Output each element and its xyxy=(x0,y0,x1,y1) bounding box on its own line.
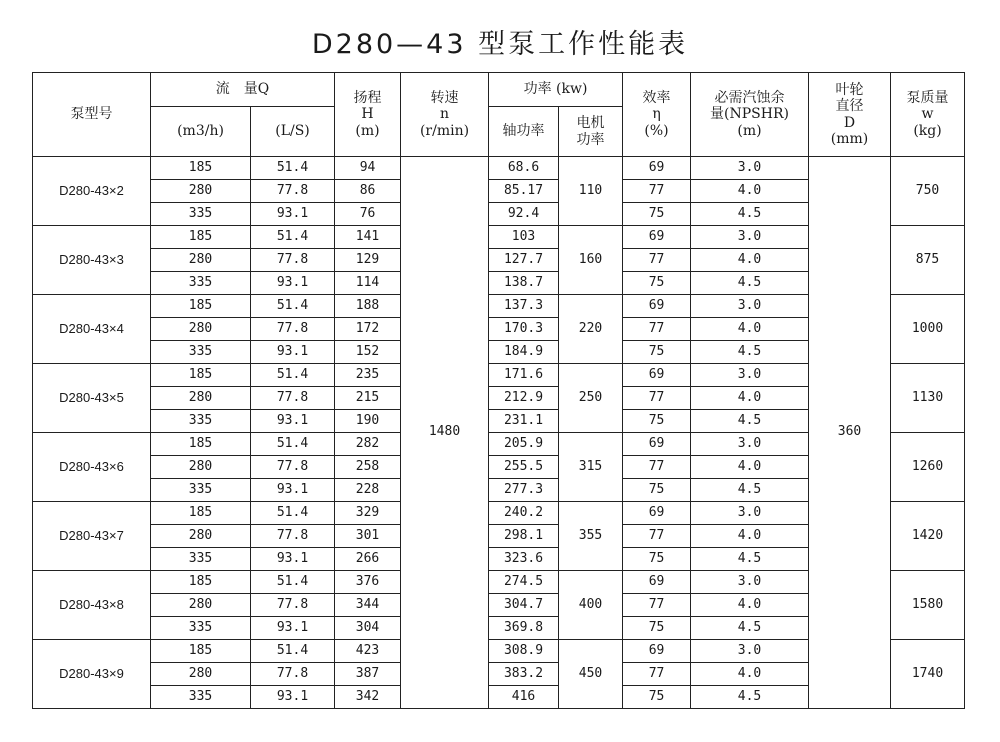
cell-mass: 875 xyxy=(891,226,965,295)
cell-flow-ls: 77.8 xyxy=(251,180,335,203)
header-power: 功率 (kw) xyxy=(489,73,623,107)
cell-shaft-power: 298.1 xyxy=(489,525,559,548)
cell-efficiency: 77 xyxy=(623,180,691,203)
cell-flow-m3h: 335 xyxy=(151,686,251,709)
cell-flow-m3h: 185 xyxy=(151,157,251,180)
cell-flow-ls: 77.8 xyxy=(251,249,335,272)
header-mass-symbol: w xyxy=(921,106,934,123)
cell-head: 266 xyxy=(335,548,401,571)
cell-npshr: 4.5 xyxy=(691,617,809,640)
cell-flow-m3h: 280 xyxy=(151,318,251,341)
cell-flow-ls: 51.4 xyxy=(251,433,335,456)
cell-model: D280-43×6 xyxy=(33,433,151,502)
header-npsh-line1: 必需汽蚀余 xyxy=(714,90,785,107)
header-flow-ls: (L/S) xyxy=(251,107,335,157)
header-mass-label: 泵质量 xyxy=(906,90,949,107)
cell-flow-m3h: 185 xyxy=(151,640,251,663)
cell-npshr: 4.5 xyxy=(691,203,809,226)
cell-flow-m3h: 280 xyxy=(151,180,251,203)
cell-efficiency: 75 xyxy=(623,341,691,364)
cell-motor-power: 400 xyxy=(559,571,623,640)
cell-flow-ls: 77.8 xyxy=(251,663,335,686)
cell-shaft-power: 240.2 xyxy=(489,502,559,525)
cell-motor-power: 450 xyxy=(559,640,623,709)
cell-model: D280-43×3 xyxy=(33,226,151,295)
header-flow-m3h: (m3/h) xyxy=(151,107,251,157)
cell-head: 94 xyxy=(335,157,401,180)
header-speed-unit: (r/min) xyxy=(419,122,470,139)
cell-efficiency: 69 xyxy=(623,433,691,456)
cell-flow-m3h: 280 xyxy=(151,594,251,617)
cell-head: 129 xyxy=(335,249,401,272)
cell-speed: 1480 xyxy=(401,157,489,709)
cell-npshr: 4.0 xyxy=(691,663,809,686)
cell-flow-ls: 51.4 xyxy=(251,295,335,318)
cell-model: D280-43×8 xyxy=(33,571,151,640)
cell-npshr: 3.0 xyxy=(691,226,809,249)
cell-shaft-power: 308.9 xyxy=(489,640,559,663)
table-row xyxy=(33,157,965,180)
header-imp-unit: (mm) xyxy=(830,130,869,147)
cell-npshr: 4.5 xyxy=(691,410,809,433)
cell-motor-power: 250 xyxy=(559,364,623,433)
cell-npshr: 3.0 xyxy=(691,640,809,663)
cell-shaft-power: 212.9 xyxy=(489,387,559,410)
cell-flow-m3h: 185 xyxy=(151,433,251,456)
cell-flow-ls: 51.4 xyxy=(251,226,335,249)
cell-efficiency: 77 xyxy=(623,663,691,686)
cell-head: 188 xyxy=(335,295,401,318)
header-motor-line2: 功率 xyxy=(576,131,605,148)
cell-npshr: 3.0 xyxy=(691,157,809,180)
cell-flow-ls: 93.1 xyxy=(251,617,335,640)
cell-shaft-power: 68.6 xyxy=(489,157,559,180)
cell-impeller-diameter: 360 xyxy=(809,157,891,709)
cell-npshr: 3.0 xyxy=(691,295,809,318)
cell-flow-ls: 51.4 xyxy=(251,640,335,663)
header-head-symbol: H xyxy=(361,106,374,123)
cell-flow-m3h: 185 xyxy=(151,364,251,387)
cell-flow-m3h: 335 xyxy=(151,479,251,502)
cell-flow-ls: 93.1 xyxy=(251,272,335,295)
header-flow: 流 量Q xyxy=(151,73,335,107)
cell-motor-power: 220 xyxy=(559,295,623,364)
cell-flow-ls: 51.4 xyxy=(251,571,335,594)
cell-efficiency: 75 xyxy=(623,410,691,433)
header-shaft-power: 轴功率 xyxy=(489,107,559,157)
header-speed-label: 转速 xyxy=(430,90,459,107)
cell-model: D280-43×7 xyxy=(33,502,151,571)
cell-shaft-power: 103 xyxy=(489,226,559,249)
cell-flow-ls: 77.8 xyxy=(251,387,335,410)
cell-shaft-power: 323.6 xyxy=(489,548,559,571)
cell-mass: 1740 xyxy=(891,640,965,709)
cell-flow-m3h: 280 xyxy=(151,663,251,686)
cell-npshr: 3.0 xyxy=(691,433,809,456)
cell-mass: 1130 xyxy=(891,364,965,433)
cell-efficiency: 77 xyxy=(623,456,691,479)
header-head xyxy=(335,73,401,157)
header-motor-line1: 电机 xyxy=(576,115,605,132)
cell-flow-ls: 93.1 xyxy=(251,341,335,364)
cell-efficiency: 69 xyxy=(623,226,691,249)
header-npsh-unit: (m) xyxy=(737,122,762,139)
header-efficiency xyxy=(623,73,691,157)
cell-mass: 1580 xyxy=(891,571,965,640)
cell-motor-power: 315 xyxy=(559,433,623,502)
cell-flow-m3h: 335 xyxy=(151,548,251,571)
cell-mass: 1000 xyxy=(891,295,965,364)
cell-head: 282 xyxy=(335,433,401,456)
cell-shaft-power: 127.7 xyxy=(489,249,559,272)
cell-flow-m3h: 185 xyxy=(151,571,251,594)
cell-npshr: 4.0 xyxy=(691,525,809,548)
cell-efficiency: 69 xyxy=(623,364,691,387)
performance-table xyxy=(32,72,965,709)
cell-flow-m3h: 335 xyxy=(151,410,251,433)
cell-shaft-power: 85.17 xyxy=(489,180,559,203)
header-speed xyxy=(401,73,489,157)
cell-head: 228 xyxy=(335,479,401,502)
cell-head: 76 xyxy=(335,203,401,226)
cell-efficiency: 77 xyxy=(623,387,691,410)
cell-shaft-power: 274.5 xyxy=(489,571,559,594)
cell-npshr: 4.0 xyxy=(691,387,809,410)
header-motor-power xyxy=(559,107,623,157)
cell-mass: 750 xyxy=(891,157,965,226)
header-eff-symbol: η xyxy=(652,106,661,123)
cell-motor-power: 355 xyxy=(559,502,623,571)
cell-head: 344 xyxy=(335,594,401,617)
cell-flow-m3h: 280 xyxy=(151,387,251,410)
cell-npshr: 3.0 xyxy=(691,364,809,387)
cell-shaft-power: 255.5 xyxy=(489,456,559,479)
cell-flow-m3h: 280 xyxy=(151,249,251,272)
cell-flow-ls: 77.8 xyxy=(251,318,335,341)
cell-shaft-power: 170.3 xyxy=(489,318,559,341)
cell-mass: 1420 xyxy=(891,502,965,571)
cell-efficiency: 69 xyxy=(623,640,691,663)
cell-head: 190 xyxy=(335,410,401,433)
cell-head: 304 xyxy=(335,617,401,640)
header-impeller xyxy=(809,73,891,157)
cell-efficiency: 77 xyxy=(623,594,691,617)
cell-efficiency: 69 xyxy=(623,157,691,180)
cell-shaft-power: 171.6 xyxy=(489,364,559,387)
cell-motor-power: 160 xyxy=(559,226,623,295)
cell-flow-ls: 51.4 xyxy=(251,157,335,180)
cell-npshr: 4.5 xyxy=(691,272,809,295)
cell-npshr: 4.0 xyxy=(691,180,809,203)
cell-efficiency: 75 xyxy=(623,686,691,709)
cell-head: 172 xyxy=(335,318,401,341)
cell-head: 329 xyxy=(335,502,401,525)
header-imp-line1: 叶轮 xyxy=(835,82,864,99)
cell-efficiency: 77 xyxy=(623,318,691,341)
table-body xyxy=(33,157,965,709)
cell-shaft-power: 369.8 xyxy=(489,617,559,640)
cell-model: D280-43×5 xyxy=(33,364,151,433)
header-npshr xyxy=(691,73,809,157)
cell-flow-ls: 51.4 xyxy=(251,364,335,387)
cell-npshr: 3.0 xyxy=(691,571,809,594)
cell-efficiency: 75 xyxy=(623,617,691,640)
cell-flow-m3h: 335 xyxy=(151,272,251,295)
cell-efficiency: 69 xyxy=(623,571,691,594)
cell-model: D280-43×2 xyxy=(33,157,151,226)
cell-head: 215 xyxy=(335,387,401,410)
cell-npshr: 4.0 xyxy=(691,318,809,341)
cell-head: 152 xyxy=(335,341,401,364)
cell-flow-ls: 93.1 xyxy=(251,686,335,709)
cell-head: 114 xyxy=(335,272,401,295)
cell-flow-ls: 93.1 xyxy=(251,203,335,226)
cell-shaft-power: 383.2 xyxy=(489,663,559,686)
header-head-label: 扬程 xyxy=(353,90,382,107)
cell-head: 301 xyxy=(335,525,401,548)
cell-npshr: 4.0 xyxy=(691,249,809,272)
cell-motor-power: 110 xyxy=(559,157,623,226)
cell-flow-m3h: 335 xyxy=(151,203,251,226)
cell-efficiency: 77 xyxy=(623,525,691,548)
cell-head: 423 xyxy=(335,640,401,663)
cell-flow-ls: 93.1 xyxy=(251,548,335,571)
header-imp-line2: 直径 xyxy=(835,98,864,115)
cell-flow-ls: 93.1 xyxy=(251,410,335,433)
cell-head: 141 xyxy=(335,226,401,249)
cell-model: D280-43×4 xyxy=(33,295,151,364)
cell-flow-ls: 77.8 xyxy=(251,456,335,479)
cell-model: D280-43×9 xyxy=(33,640,151,709)
cell-shaft-power: 277.3 xyxy=(489,479,559,502)
cell-npshr: 4.5 xyxy=(691,686,809,709)
header-model: 泵型号 xyxy=(33,73,151,157)
cell-mass: 1260 xyxy=(891,433,965,502)
cell-flow-m3h: 185 xyxy=(151,502,251,525)
cell-flow-m3h: 185 xyxy=(151,295,251,318)
cell-head: 86 xyxy=(335,180,401,203)
cell-head: 235 xyxy=(335,364,401,387)
cell-shaft-power: 92.4 xyxy=(489,203,559,226)
header-eff-label: 效率 xyxy=(642,90,671,107)
cell-flow-m3h: 280 xyxy=(151,456,251,479)
cell-npshr: 3.0 xyxy=(691,502,809,525)
header-mass-unit: (kg) xyxy=(913,122,942,139)
cell-npshr: 4.5 xyxy=(691,341,809,364)
cell-shaft-power: 184.9 xyxy=(489,341,559,364)
cell-shaft-power: 304.7 xyxy=(489,594,559,617)
cell-flow-ls: 77.8 xyxy=(251,525,335,548)
header-head-unit: (m) xyxy=(355,122,380,139)
cell-head: 387 xyxy=(335,663,401,686)
cell-efficiency: 69 xyxy=(623,502,691,525)
cell-flow-m3h: 185 xyxy=(151,226,251,249)
cell-shaft-power: 231.1 xyxy=(489,410,559,433)
cell-head: 258 xyxy=(335,456,401,479)
cell-npshr: 4.0 xyxy=(691,456,809,479)
cell-flow-ls: 93.1 xyxy=(251,479,335,502)
header-eff-unit: (%) xyxy=(644,122,669,139)
header-speed-symbol: n xyxy=(440,106,450,123)
cell-efficiency: 69 xyxy=(623,295,691,318)
header-npsh-line2: 量(NPSHR) xyxy=(710,106,789,123)
cell-flow-m3h: 335 xyxy=(151,617,251,640)
cell-npshr: 4.5 xyxy=(691,548,809,571)
cell-flow-m3h: 280 xyxy=(151,525,251,548)
cell-efficiency: 75 xyxy=(623,272,691,295)
cell-npshr: 4.5 xyxy=(691,479,809,502)
cell-shaft-power: 137.3 xyxy=(489,295,559,318)
cell-flow-ls: 77.8 xyxy=(251,594,335,617)
cell-flow-m3h: 335 xyxy=(151,341,251,364)
cell-shaft-power: 416 xyxy=(489,686,559,709)
cell-npshr: 4.0 xyxy=(691,594,809,617)
cell-shaft-power: 138.7 xyxy=(489,272,559,295)
cell-head: 342 xyxy=(335,686,401,709)
cell-efficiency: 75 xyxy=(623,479,691,502)
page-title: D280—43 型泵工作性能表 xyxy=(311,29,689,60)
cell-efficiency: 75 xyxy=(623,548,691,571)
cell-efficiency: 75 xyxy=(623,203,691,226)
cell-efficiency: 77 xyxy=(623,249,691,272)
header-imp-symbol: D xyxy=(843,114,856,131)
header-mass xyxy=(891,73,965,157)
cell-shaft-power: 205.9 xyxy=(489,433,559,456)
cell-flow-ls: 51.4 xyxy=(251,502,335,525)
cell-head: 376 xyxy=(335,571,401,594)
